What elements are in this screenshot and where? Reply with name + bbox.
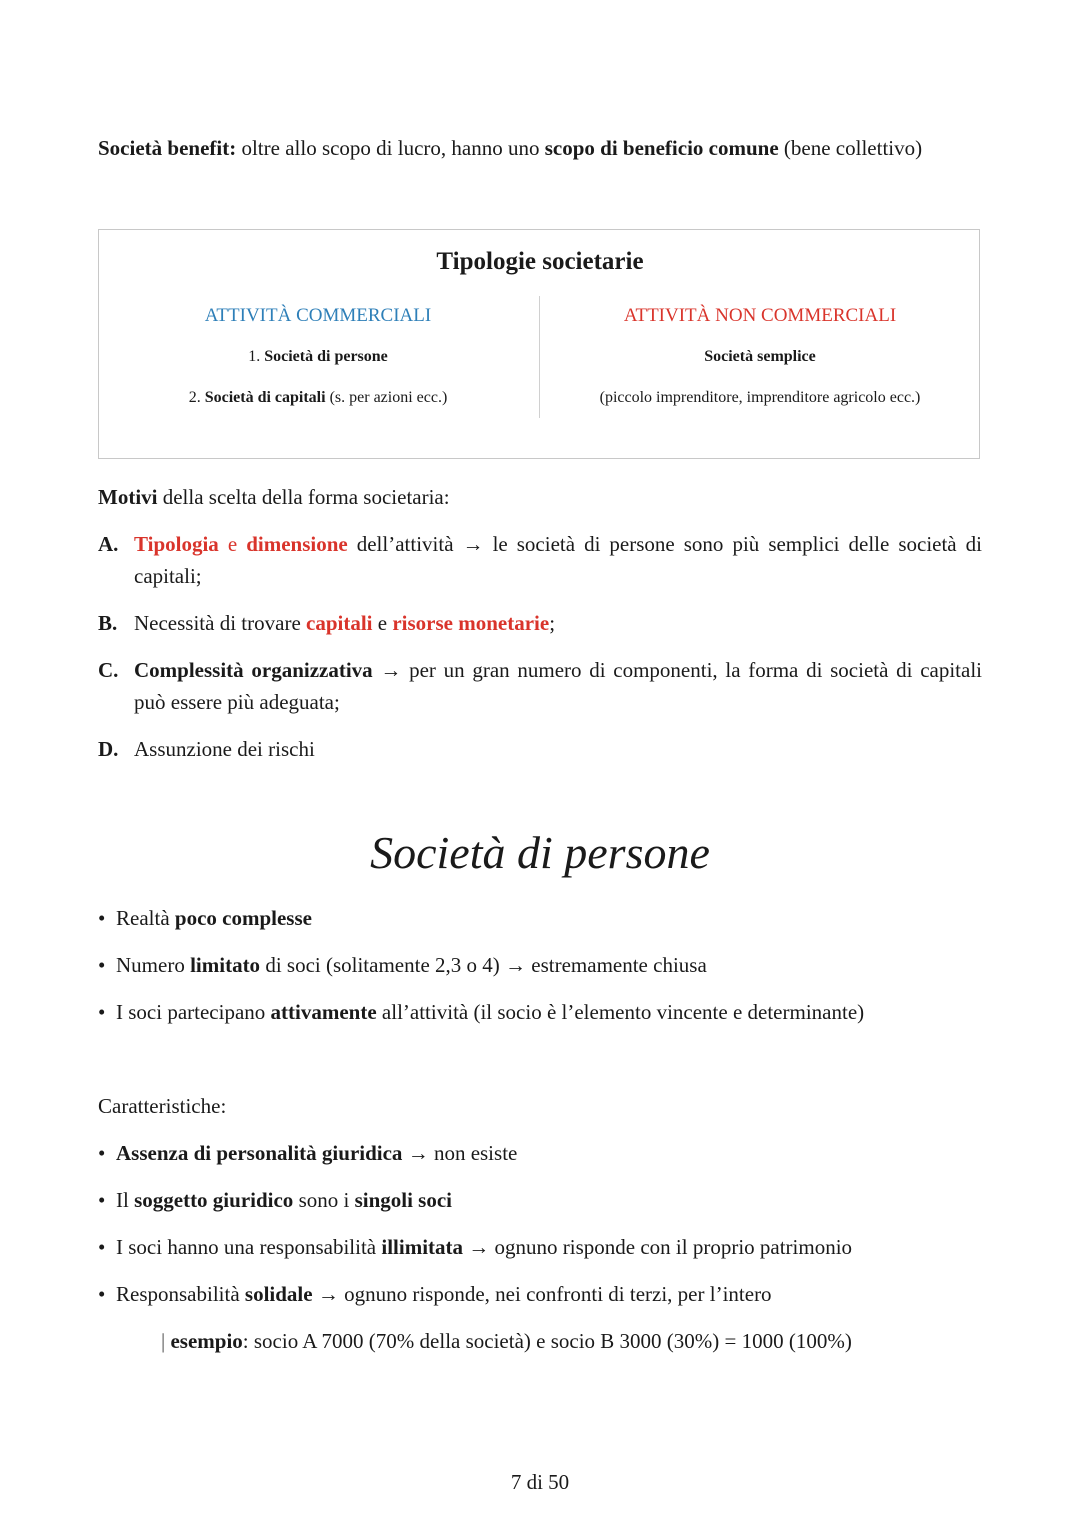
right-l1-bold: Società semplice [704,348,816,365]
bullet-item [98,1278,772,1310]
left-column-line-2 [98,386,538,410]
motivi-bold: Motivi [98,485,158,509]
bullet-item [98,902,312,934]
left-column-heading: ATTIVITÀ COMMERCIALI [204,305,432,326]
red-term: capitali [306,611,373,635]
item-pre: Necessità di trovare [134,611,307,635]
benefit-text-2: (bene collettivo) [778,136,923,160]
item-bold: Complessità organizzativa [134,658,373,682]
red-term: Tipologia [134,532,219,556]
list-text [134,528,982,592]
bullet-item [98,949,707,981]
bullet-bold: soggetto giuridico [134,1188,294,1212]
bullet-post: all’attività (il socio è l’elemento vincente e determinante) [376,1000,865,1024]
list-text [134,607,982,639]
bullet-icon: • [98,1000,106,1024]
right-column-line-2: (piccolo imprenditore, imprenditore agricolo ecc.) [599,389,921,406]
bullet-pre: I soci hanno una responsabilità [116,1235,382,1259]
bullet-icon: • [98,1235,106,1259]
bullet-icon: • [98,953,106,977]
bullet-pre: I soci partecipano [116,1000,271,1024]
benefit-bold: scopo di beneficio comune [544,136,779,160]
bullet-post: di soci (solitamente 2,3 o 4) → estremamente chiusa [260,953,707,977]
left-l1-num: 1. [248,348,265,365]
right-column-line-1 [540,345,980,369]
left-column-line-1 [98,345,538,369]
bullet-post: → ognuno risponde con il proprio patrimonio [463,1235,853,1259]
item-rest: → per un gran numero di componenti, la forma di società di capitali può essere più adeguata; [134,658,982,714]
caratteristiche-label: Caratteristiche: [98,1094,227,1118]
bullet-item [98,996,864,1028]
list-letter: C. [98,658,119,682]
bullet-item [98,1231,852,1263]
list-item-a [98,528,982,592]
list-item-c [98,654,982,718]
bullet-mid: sono i [293,1188,355,1212]
bullet-pre: Realtà [116,906,175,930]
page-number: 7 di 50 [510,1470,570,1494]
right-column-heading: ATTIVITÀ NON COMMERCIALI [623,305,897,326]
list-letter: B. [98,611,118,635]
bullet-post: → ognuno risponde, nei confronti di terzi, per l’intero [312,1282,772,1306]
bullet-pre: Il [116,1188,135,1212]
bullet-bold: limitato [190,953,261,977]
bullet-item [98,1137,517,1169]
bullet-icon: • [98,1141,106,1165]
example-rest: : socio A 7000 (70% della società) e socio B 3000 (30%) = 1000 (100%) [242,1329,852,1353]
benefit-text-1: oltre allo scopo di lucro, hanno uno [236,136,545,160]
left-l2-bold: Società di capitali [204,389,326,406]
item-rest: dell’attività → le società di persone sono più semplici delle società di capitali; [134,532,982,588]
list-text [134,654,982,718]
item-end: ; [549,611,556,635]
benefit-term: Società benefit: [98,136,237,160]
left-l2-num: 2. [188,389,205,406]
bullet-icon: • [98,1188,106,1212]
red-connector: e [218,532,247,556]
left-l1-bold: Società di persone [264,348,388,365]
tipologie-title: Tipologie societarie [436,248,644,275]
benefit-paragraph [98,132,922,164]
example-line [161,1325,852,1357]
list-letter: D. [98,737,119,761]
bullet-bold: solidale [244,1282,313,1306]
example-bar: | [161,1329,171,1353]
bullet-icon: • [98,1282,106,1306]
red-term: risorse monetarie [392,611,550,635]
bullet-pre: Responsabilità [116,1282,245,1306]
motivi-intro [98,481,450,513]
bullet-post: → non esiste [402,1141,518,1165]
list-item-b [98,607,982,639]
item-mid: e [372,611,393,635]
bullet-bold: poco complesse [174,906,312,930]
bullet-bold: Assenza di personalità giuridica [116,1141,403,1165]
bullet-item [98,1184,452,1216]
left-l2-rest: (s. per azioni ecc.) [325,389,448,406]
bullet-bold: attivamente [270,1000,377,1024]
section-heading: Società di persone [370,827,710,878]
bullet-bold: singoli soci [354,1188,453,1212]
bullet-pre: Numero [116,953,191,977]
list-item-d [98,733,982,765]
list-letter: A. [98,532,119,556]
bullet-bold: illimitata [381,1235,464,1259]
motivi-rest: della scelta della forma societaria: [157,485,450,509]
list-text: Assunzione dei rischi [134,737,315,761]
example-bold: esempio [170,1329,243,1353]
red-term: dimensione [246,532,348,556]
bullet-icon: • [98,906,106,930]
